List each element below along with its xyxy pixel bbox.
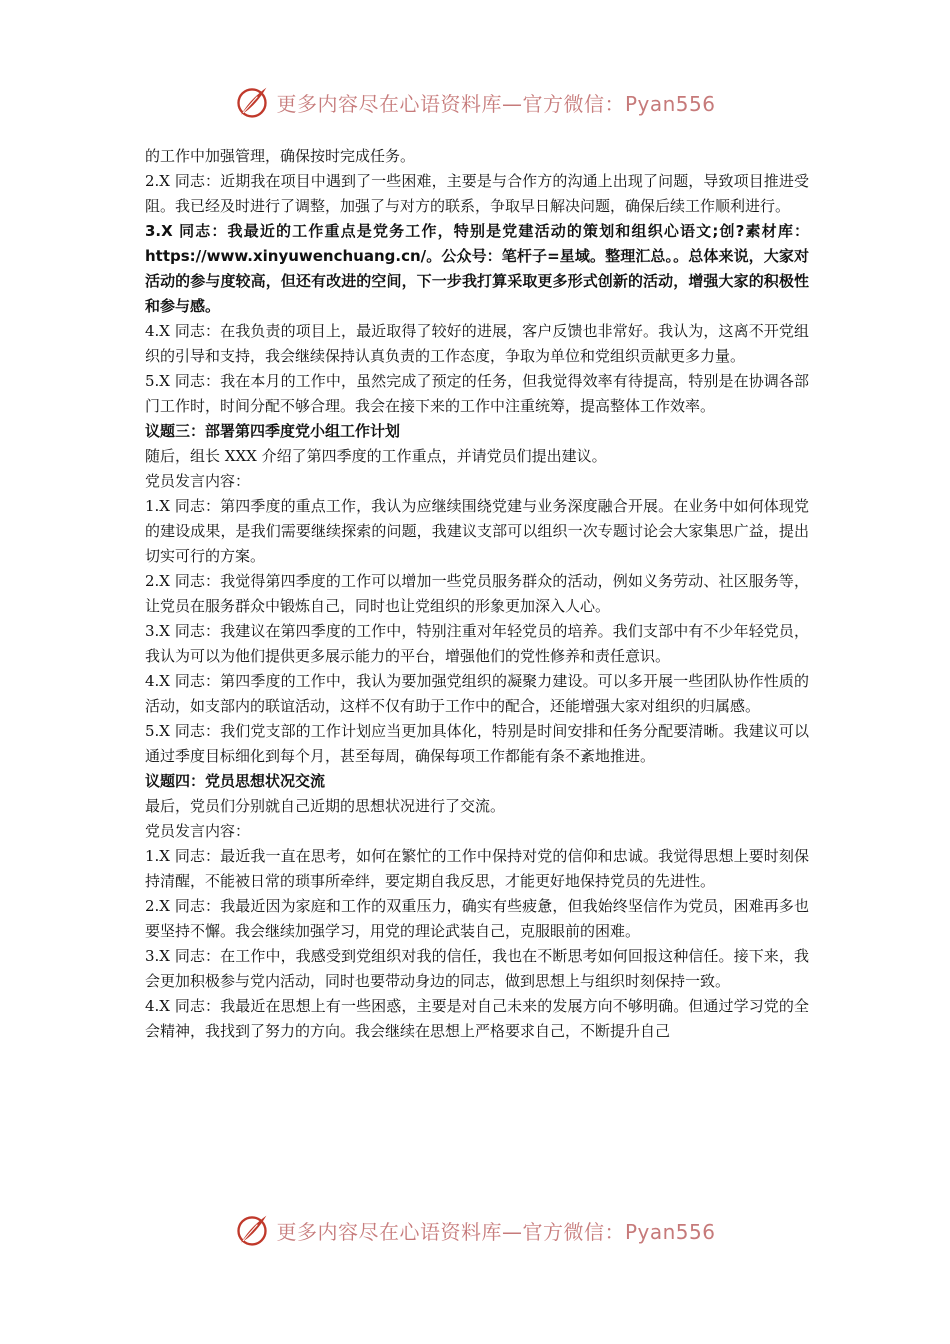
paragraph-highlighted: 3.X 同志：我最近的工作重点是党务工作，特别是党建活动的策划和组织心语文;创?素材库：https://www.xinyuwenchuang.cn/。公众号：笔杆子=星域。整理汇总。。总体来说，大家对活动的参与度较高，但还有改进的空间，下一步我打算采取更多形式创新的活动，增强大家的积极性和参与感。 [145, 222, 809, 315]
header-banner-text: 更多内容尽在心语资料库—官方微信：Pyan556 [276, 91, 716, 116]
footer-banner-text: 更多内容尽在心语资料库—官方微信：Pyan556 [276, 1219, 716, 1244]
quill-pen-circle-icon [234, 84, 270, 120]
paragraph: 4.X 同志：我最近在思想上有一些困惑，主要是对自己未来的发展方向不够明确。但通过学习党的全会精神，我找到了努力的方向。我会继续在思想上严格要求自己，不断提升自己 [145, 997, 809, 1040]
paragraph: 2.X 同志：我觉得第四季度的工作可以增加一些党员服务群众的活动，例如义务劳动、社区服务等，让党员在服务群众中锻炼自己，同时也让党组织的形象更加深入人心。 [145, 572, 809, 615]
paragraph: 3.X 同志：我建议在第四季度的工作中，特别注重对年轻党员的培养。我们支部中有不少年轻党员，我认为可以为他们提供更多展示能力的平台，增强他们的党性修养和责任意识。 [145, 622, 809, 665]
paragraph: 1.X 同志：最近我一直在思考，如何在繁忙的工作中保持对党的信仰和忠诚。我觉得思想上要时刻保持清醒，不能被日常的琐事所牵绊，要定期自我反思，才能更好地保持党员的先进性。 [145, 847, 809, 890]
paragraph: 5.X 同志：我在本月的工作中，虽然完成了预定的任务，但我觉得效率有待提高，特别是在协调各部门工作时，时间分配不够合理。我会在接下来的工作中注重统筹，提高整体工作效率。 [145, 372, 809, 415]
header-banner [0, 80, 950, 124]
paragraph: 党员发言内容： [145, 822, 251, 840]
paragraph: 的工作中加强管理，确保按时完成任务。 [145, 147, 416, 165]
paragraph: 2.X 同志：我最近因为家庭和工作的双重压力，确实有些疲惫，但我始终坚信作为党员，困难再多也要坚持不懈。我会继续加强学习，用党的理论武装自己，克服眼前的困难。 [145, 897, 809, 940]
section-heading-topic-3: 议题三：部署第四季度党小组工作计划 [145, 422, 401, 440]
footer-banner [0, 1208, 950, 1252]
paragraph: 5.X 同志：我们党支部的工作计划应当更加具体化，特别是时间安排和任务分配要清晰。我建议可以通过季度目标细化到每个月，甚至每周，确保每项工作都能有条不紊地推进。 [145, 722, 809, 765]
section-heading-topic-4: 议题四：党员思想状况交流 [145, 772, 326, 790]
paragraph: 党员发言内容： [145, 472, 251, 490]
paragraph: 4.X 同志：第四季度的工作中，我认为要加强党组织的凝聚力建设。可以多开展一些团队协作性质的活动，如支部内的联谊活动，这样不仅有助于工作中的配合，还能增强大家对组织的归属感。 [145, 672, 809, 715]
document-body [145, 144, 809, 1044]
paragraph: 1.X 同志：第四季度的重点工作，我认为应继续围绕党建与业务深度融合开展。在业务中如何体现党的建设成果，是我们需要继续探索的问题，我建议支部可以组织一次专题讨论会大家集思广益，提出切实可行的方案。 [145, 497, 809, 565]
paragraph: 3.X 同志：在工作中，我感受到党组织对我的信任，我也在不断思考如何回报这种信任。接下来，我会更加积极参与党内活动，同时也要带动身边的同志，做到思想上与组织时刻保持一致。 [145, 947, 809, 990]
paragraph: 2.X 同志：近期我在项目中遇到了一些困难，主要是与合作方的沟通上出现了问题，导致项目推进受阻。我已经及时进行了调整，加强了与对方的联系，争取早日解决问题，确保后续工作顺利进行。 [145, 172, 809, 215]
paragraph: 4.X 同志：在我负责的项目上，最近取得了较好的进展，客户反馈也非常好。我认为，这离不开党组织的引导和支持，我会继续保持认真负责的工作态度，争取为单位和党组织贡献更多力量。 [145, 322, 809, 365]
quill-pen-circle-icon [234, 1212, 270, 1248]
paragraph: 最后，党员们分别就自己近期的思想状况进行了交流。 [145, 797, 506, 815]
paragraph: 随后，组长 XXX 介绍了第四季度的工作重点，并请党员们提出建议。 [145, 447, 607, 465]
